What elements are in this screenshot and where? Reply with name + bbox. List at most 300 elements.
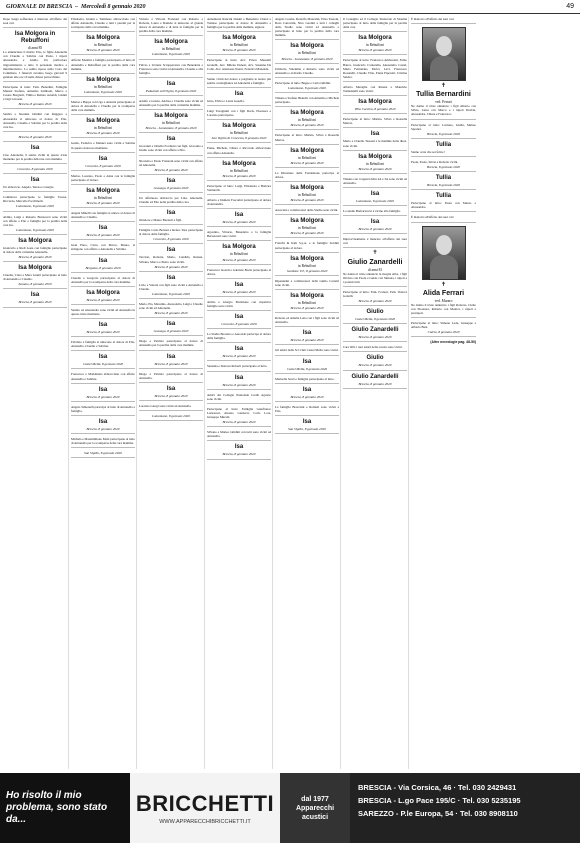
- notice-place-date: Brescia, 8 gennaio 2020: [358, 363, 392, 368]
- notice-place-date: Castel Mella, 8 gennaio 2020: [354, 317, 396, 322]
- deceased-name: Isa Molgora: [86, 289, 120, 296]
- deceased-subtitle: in Rebuffoni: [297, 192, 317, 197]
- ad-since-year: dal 1977: [301, 795, 329, 803]
- obituary-notice: [275, 96, 339, 107]
- obituary-notice: [3, 292, 67, 307]
- notice-text: Ne danno il triste annuncio la moglie Alba, i figli Ottavio con Paola e Guido con Simona, i nipoti e i parenti tutti.: [343, 271, 407, 284]
- notice-text: Ne danno il triste annuncio i figli Alberto con Silvia, Luisa con Marco e i nipoti Davide, Alessandra, Chiara e Francesco.: [411, 104, 476, 117]
- notice-place-date: Brescia, 8 gennaio 2020: [358, 166, 392, 171]
- obituary-notice: [343, 209, 407, 216]
- obituary-notice: [207, 375, 271, 390]
- deceased-name: Isa Molgora: [290, 293, 324, 299]
- notice-place-date: Lumezzane, 8 gennaio 2020: [152, 52, 190, 57]
- notice-text: Agostino, Vittorio, Benedetto e la famiglia Bertazzoni sono vicini.: [207, 230, 271, 239]
- obituary-notice: [275, 241, 339, 252]
- notice-place-date: Brescia, 8 gennaio 2020: [154, 264, 188, 269]
- obituary-notice: [207, 58, 271, 73]
- obituary-notice: [71, 188, 135, 208]
- deceased-name: Isa: [166, 353, 176, 360]
- deceased-name: Isa Molgora: [222, 160, 256, 167]
- notice-text: Siamo certe che sei felice!: [411, 149, 445, 154]
- notice-text: Improvvisamente è mancato all'affetto dei suoi cari: [343, 237, 407, 246]
- notice-place-date: Lumezzane, 8 gennaio 2020: [16, 204, 54, 209]
- obituary-notice: [275, 208, 339, 215]
- obituary-notice: [275, 419, 339, 434]
- notice-place-date: Brescia, 8 gennaio 2020: [86, 131, 120, 136]
- portrait-body: [430, 255, 458, 279]
- notice-place-date: Brescia, 8 gennaio 2020: [18, 134, 52, 139]
- deceased-name: Isa: [166, 274, 176, 281]
- deceased-name: Isa Molgora: [358, 153, 392, 160]
- deceased-subtitle: in Rebuffoni: [161, 47, 181, 52]
- deceased-name-large: Tullia Bernardini: [416, 91, 471, 99]
- notice-place-date: Brescia - Lumezzane, 8 gennaio 2020: [281, 56, 333, 61]
- advertisement-banner: [0, 773, 580, 843]
- obituary-notice: [139, 354, 203, 369]
- obituary-notice: [207, 364, 271, 371]
- notice-place-date: Brescia, 8 gennaio 2020: [290, 306, 324, 311]
- deceased-name: Isa: [234, 444, 244, 451]
- deceased-subtitle: ved. Muraro: [434, 298, 453, 303]
- notice-place-date: Brescia, 8 gennaio 2020: [86, 330, 120, 335]
- obituary-columns: [3, 17, 577, 769]
- deceased-subtitle: in Rebuffoni: [365, 161, 385, 166]
- notice-text: Tarcisio, Roberta, Mario, Candida, Renata, Silvana, Marco e Pietro sono vicini.: [139, 255, 203, 264]
- notice-text: Lo Studio Boaretto e Associati partecipa al dolore della famiglia.: [207, 332, 271, 341]
- obituary-notice: [411, 160, 476, 172]
- notice-place-date: Brescia, 8 gennaio 2020: [358, 299, 392, 304]
- notice-text: Partecipano al lutto: Fam. Benedini, Famiglie Manesi Stefano, Annalisa Zamboni, Marco e Cesare Borgnoli, Vilma e Renato Arnaldi, Gianni e Gigi Gavazzi.: [3, 84, 67, 102]
- obituary-column: [411, 17, 477, 769]
- deceased-name: Giulio: [366, 309, 384, 316]
- obituary-notice: [343, 177, 407, 188]
- obituary-notice: [71, 225, 135, 240]
- notice-text: Lorenzo Giorgi sono vicini ad Antonella.: [139, 403, 192, 408]
- deceased-name: Isa Molgora: [154, 113, 188, 120]
- notice-place-date: Concesio, 8 gennaio 2020: [85, 163, 121, 168]
- notice-text: Paola, Paolo, Silvia e Roberto vicini.: [411, 159, 459, 164]
- obituary-notice: [207, 77, 271, 88]
- obituary-notice: [3, 177, 67, 192]
- obituary-notice: [343, 327, 407, 342]
- portrait-head: [436, 36, 452, 56]
- notice-text: Dipendenti e collaboratori della Giulio Carretti sono vicini.: [275, 278, 339, 287]
- obituary-notice: [207, 230, 271, 241]
- notice-text: Amici del Collegio Nazionale Credit Agrario sono vicini.: [207, 392, 271, 401]
- obituary-notice: [275, 133, 339, 144]
- deceased-subtitle: di anni 85: [27, 46, 43, 51]
- obituary-notice: [411, 321, 476, 337]
- cross-icon: ✝: [440, 82, 447, 90]
- deceased-name: Isa: [98, 322, 108, 329]
- obituary-notice: [71, 17, 135, 32]
- obituary-notice: [275, 218, 339, 238]
- notice-text: Annamaria Rancini Dusini e Benedetto Chiosi e Tomaso partecipano al dolore di Antonella e famiglia per la perdita della mamma, signora: [207, 17, 271, 30]
- deceased-name: Giulio Zanardelli: [351, 373, 399, 380]
- obituary-column: [71, 17, 137, 769]
- obituary-notice: [275, 256, 339, 276]
- notice-text: Claudia, Clara e Mara Gnutti partecipano al lutto di Antonella e Claudio.: [3, 273, 67, 282]
- obituary-notice: [343, 374, 407, 389]
- notice-place-date: Brescia, 8 gennaio 2020: [18, 300, 52, 305]
- obituary-notice: [71, 405, 135, 416]
- notice-place-date: Zanano, 8 gennaio 2020: [18, 282, 52, 287]
- notice-place-date: Lumezzane, 8 gennaio 2020: [152, 414, 190, 419]
- obituary-notice: [71, 387, 135, 402]
- notice-place-date: Brescia, 8 gennaio 2020: [222, 220, 256, 225]
- notice-place-date: Lumezzane, 8 gennaio 2020: [84, 89, 122, 94]
- obituary-notice: [343, 237, 407, 248]
- obituary-notice: [343, 58, 407, 81]
- notice-text: È mancato all'affetto dei suoi cari: [411, 17, 454, 21]
- obituary-notice: [343, 251, 407, 286]
- deceased-subtitle: in Rebuffoni: [297, 118, 317, 123]
- deceased-subtitle: in Rebuffoni: [229, 43, 249, 48]
- notice-text: Franchi & Kim S.p.A. e le famiglie Zoldini partecipano al dolore.: [275, 241, 339, 250]
- obituary-notice: [3, 215, 67, 235]
- obituary-column: [343, 17, 409, 769]
- obituary-notice: [275, 359, 339, 374]
- obituary-notice: [71, 340, 135, 351]
- obituary-notice: [275, 67, 339, 78]
- notice-place-date: Bergamo, 8 gennaio 2020: [85, 265, 121, 270]
- obituary-notice: [3, 238, 67, 262]
- ad-since-line2: Apparecchi: [295, 804, 335, 812]
- notice-text: Silvano e Matteo Ghidini con tutti sono vicini ad Antonella.: [207, 430, 271, 439]
- newspaper-name: GIORNALE DI BRESCIA – Mercoledì 8 gennaio 2020: [6, 3, 146, 10]
- obituary-notice: [275, 387, 339, 402]
- notice-text: Angelo Cosma, Rodolfo Mazzanti, Elisa Tassoni, Rosa Cancarini, Nico Gaolini e tutti i colleghi dello Studio sono vicini ad Antonella e partecipano al lutto per la perdita della cara mamma.: [275, 17, 339, 38]
- deceased-name: Isa: [98, 155, 108, 162]
- notice-text: Dopo lunga sofferenza è mancato all'affetto dei suoi cari: [3, 17, 67, 26]
- notice-place-date: Brescia, 8 gennaio 2020: [86, 426, 120, 431]
- notice-text: Partecipano al lutto: Famiglia Gianfranco Lazzaroni, Alessio Ganzerri, Carlo Lora, Giuseppe Muratti.: [207, 406, 271, 420]
- notice-text: Giancarlo e Rudi Gaza con famiglie partecipano al dolore della carissima Antonella.: [3, 245, 67, 254]
- obituary-notice: [207, 300, 271, 311]
- deceased-name: Isa: [30, 177, 40, 184]
- notice-text: Il Consiglio ed il Collegio Sindacale di Sistema partecipano al lutto della famiglia per la perdita della cara: [343, 17, 407, 30]
- obituary-notice: [207, 268, 271, 279]
- obituary-notice: [207, 314, 271, 329]
- deceased-name: Tullia: [435, 193, 452, 200]
- obituary-notice: [71, 174, 135, 185]
- notice-place-date: Brescia, 8 gennaio 2020: [18, 102, 52, 107]
- deceased-name: Isa: [302, 386, 312, 393]
- obituary-notice: [275, 316, 339, 327]
- notice-place-date: Brescia, 8 gennaio 2020: [290, 394, 324, 399]
- notice-text: Claudia e Gregorio partecipano al dolore di Antonella per la scomparsa della cara mamma.: [71, 275, 135, 284]
- deceased-name: Isa: [98, 257, 108, 264]
- notice-place-date: Palazzolo sull'Oglio, 8 gennaio 2020: [145, 88, 197, 93]
- obituary-notice: [411, 123, 476, 139]
- deceased-name: Isa Molgora: [222, 123, 256, 130]
- notice-text: Alfredo Mostini e famiglia partecipano al lutto di Antonella e Rebuffoni per la perdita della cara mamma.: [71, 58, 135, 71]
- obituary-notice: [139, 414, 203, 421]
- notice-place-date: Brescia, 8 gennaio 2020: [222, 173, 256, 178]
- deceased-name: Isa: [234, 346, 244, 353]
- notice-place-date: Brescia, 8 gennaio 2020: [222, 452, 256, 457]
- obituary-notice: [275, 405, 339, 416]
- notice-place-date: Concesio, 8 gennaio 2020: [17, 167, 53, 172]
- notice-place-date: Brescia, 8 gennaio 2020: [358, 381, 392, 386]
- obituary-notice: [139, 372, 203, 383]
- deceased-subtitle: in Rebuffoni: [229, 168, 249, 173]
- obituary-notice: [71, 77, 135, 97]
- deceased-name: Giulio Zanardelli: [351, 327, 399, 334]
- notice-text: Livio e Valeria con figli sono vicini a Antonella e Claudio.: [139, 282, 203, 291]
- deceased-name: Isa: [370, 131, 380, 138]
- obituary-notice: [71, 243, 135, 254]
- deceased-name: Isa Molgora: [290, 184, 324, 191]
- notice-text: Ornelore e Mauro Baratoli e figli.: [139, 218, 183, 223]
- deceased-subtitle: in Rebuffoni: [297, 301, 317, 305]
- obituary-notice: [3, 31, 67, 82]
- continued-footnote: (Altre necrologie pag. 48-50): [430, 340, 476, 345]
- notice-place-date: San Vigilio, 8 gennaio 2020: [288, 427, 326, 432]
- notice-text: Marisella Sorzi e famiglia partecipano al lutto.: [275, 376, 335, 381]
- notice-text: Aldina, Luigi e Roberto Bonacorsi sono vicini con affetto a Elio e famiglia per la perdita della cara Isa.: [3, 214, 67, 227]
- notice-text: Francesco e Maddalena abbracciano con affetto Antonella e Sabrina.: [71, 372, 135, 381]
- notice-place-date: Concesio, 8 gennaio 2020: [221, 322, 257, 327]
- obituary-notice: [139, 39, 203, 59]
- notice-place-date: Gardone V.T., 8 gennaio 2020: [286, 268, 328, 273]
- deceased-name: Isa Molgora: [222, 244, 256, 251]
- obituary-notice: [343, 117, 407, 128]
- notice-text: Adolfo e Grazia, Andrea e Claudia sono vicini ad Antonella per la perdita della carissima mamma.: [139, 98, 203, 108]
- obituary-notice: [139, 17, 203, 36]
- obituary-notice: [275, 81, 339, 93]
- notice-place-date: Lumezzane, 8 gennaio 2020: [288, 85, 326, 90]
- obituary-notice: [207, 146, 271, 157]
- obituary-notice: [207, 282, 271, 297]
- ad-website: WWW.APPARECCHIBRICCHETTI.IT: [159, 819, 251, 825]
- notice-place-date: Brescia, 8 gennaio 2020: [222, 420, 256, 425]
- notice-text: Gino, Elvira e Laura Gusella.: [207, 98, 245, 103]
- deceased-name: Isa: [166, 136, 176, 143]
- notice-text: Tiziana con i ragazzi della 2A e 3A sono vicini ad Antonella.: [343, 176, 407, 185]
- notice-place-date: Brescia, 8 gennaio 2020: [222, 382, 256, 387]
- obituary-notice: [139, 178, 203, 193]
- deceased-name: Isa Molgora: [290, 43, 324, 50]
- obituary-notice: [71, 211, 135, 222]
- notice-place-date: Gussago, 8 gennaio 2020: [153, 185, 189, 190]
- ad-since-block: [280, 773, 350, 843]
- obituary-notice: [275, 17, 339, 40]
- obituary-notice: [139, 404, 203, 411]
- notice-text: Alberto e Daniela Foscarini partecipano al dolore di Antonella.: [207, 197, 271, 207]
- obituary-notice: [275, 348, 339, 355]
- deceased-name: Isa Molgora: [222, 35, 256, 42]
- deceased-subtitle: in Rebuffoni: [229, 252, 249, 257]
- notice-text: Michela e Massimiliano Molè partecipano al lutto di Antonella per la scomparsa della cara mamma.: [71, 437, 135, 446]
- obituary-notice: [139, 63, 203, 78]
- deceased-name: Isa Molgora: [86, 35, 120, 42]
- obituary-notice: [207, 332, 271, 343]
- obituary-notice: [275, 43, 339, 63]
- deceased-subtitle: in Rebuffoni: [93, 195, 113, 200]
- obituary-notice: [343, 85, 407, 96]
- notice-place-date: Brescia, 8 gennaio 2020: [426, 131, 461, 136]
- notice-text: Marisa, Lorenzo, Paolo e Anna con le famiglie partecipano al dolore.: [71, 173, 135, 182]
- deceased-name: Isa Molgora: [290, 110, 324, 117]
- page-header: [0, 0, 580, 14]
- ad-brand-block: [130, 773, 280, 843]
- notice-text: Associati e collaboratori dello Studio sono vicini.: [275, 208, 339, 213]
- notice-text: Tiziana e Stefano Bianchi con Annalisa e Michele partecipano.: [275, 96, 339, 105]
- obituary-notice: [275, 377, 339, 384]
- deceased-name-large: Giulio Zanardelli: [347, 258, 403, 266]
- obituary-notice: [3, 17, 67, 28]
- deceased-name: Isa: [166, 385, 176, 392]
- notice-text: Partecipano al lutto: Simone Leda, Giuseppe e Alberto Basi.: [411, 320, 476, 330]
- obituary-notice: [139, 136, 203, 155]
- obituary-notice: [207, 444, 271, 459]
- deceased-name: Isa: [302, 358, 312, 365]
- notice-text: Marisa e Beppe con Ugo e Antonia partecipano al dolore di Antonella e Claudio per la scomparsa della cara mamma.: [71, 99, 135, 113]
- notice-text: Francesco Isoardi e Gabriele Bozzi partecipano al dolore.: [207, 267, 271, 276]
- notice-place-date: Brescia, 8 gennaio 2020: [154, 393, 188, 398]
- ad-address: BRESCIA - Via Corsica, 46 · Tel. 030 2429431: [358, 783, 517, 792]
- notice-text: Lo studio Barbariscevi è vicino alla famiglia.: [343, 209, 401, 214]
- deceased-name: Isa Molgora in Rebuffoni: [14, 31, 56, 45]
- obituary-notice: [139, 99, 203, 110]
- obituary-notice: [139, 113, 203, 133]
- obituary-notice: [343, 355, 407, 370]
- notice-place-date: Brescia, 8 gennaio 2020: [154, 311, 188, 316]
- notice-text: È mancata all'affetto dei suoi cari: [411, 215, 454, 220]
- notice-place-date: Brescia, 8 gennaio 2020: [426, 183, 461, 188]
- ad-address: SAREZZO - P.le Europa, 54 · Tel. 030 8908110: [358, 809, 518, 818]
- obituary-notice: [343, 309, 407, 324]
- notice-text: Siamo vicini nel dolore e porgiamo le nostre più sentite condoglianze ad Antonella e famiglia.: [207, 76, 271, 85]
- obituary-notice: [207, 161, 271, 181]
- obituary-notice: [71, 156, 135, 171]
- obituary-notice: [139, 386, 203, 401]
- notice-text: Attilio e Giorgio Mattelone con rispettive famiglie sono vicini.: [207, 299, 271, 308]
- obituary-notice: [139, 247, 203, 271]
- deceased-name: Isa: [166, 80, 176, 87]
- notice-text: Partecipano al lutto: Luciano, Giulia, Matteo Spranzi.: [411, 122, 476, 131]
- notice-place-date: San Vigilio di Concesio, 8 gennaio 2020: [211, 136, 267, 141]
- notice-text: Fulvio e Liviana Scrappavarza con Benedetta e Francesca sono vicini ad Antonella, Claudio e alla famiglia.: [139, 62, 203, 75]
- notice-text: Commossi partecipano le famiglie Teresa, Riccardo, Marcello Facchinetti.: [3, 195, 67, 204]
- obituary-notice: [275, 148, 339, 168]
- notice-text: Gli amici della Sci Club Castel Mella sono vicini.: [275, 348, 339, 353]
- obituary-notice: [139, 228, 203, 244]
- notice-text: Diego e Patrizia partecipano al dolore di Antonella.: [139, 371, 203, 380]
- notice-place-date: Calcio, 8 gennaio 2020: [427, 330, 460, 335]
- obituary-notice: [275, 330, 339, 345]
- obituary-notice: [207, 244, 271, 264]
- obituary-notice: [275, 279, 339, 290]
- notice-place-date: Brescia, 8 gennaio 2020: [86, 297, 120, 302]
- deceased-name: Isa: [370, 219, 380, 226]
- obituary-notice: [411, 215, 476, 222]
- deceased-subtitle: in Rebuffoni: [297, 51, 317, 56]
- obituary-notice: [71, 58, 135, 73]
- notice-text: Sandra e Susanna Ghidini con Ruggero e Alessandra si uniscono al dolore di Elio, Antonella, Claudia e Sabrina per la perdita della cara Isa.: [3, 112, 67, 129]
- obituary-notice: [71, 354, 135, 369]
- ad-address: BRESCIA - L.go Pace 195/C · Tel. 030 5235195: [358, 796, 521, 805]
- obituary-notice: [3, 167, 67, 174]
- deceased-subtitle: in Rebuffoni: [297, 263, 317, 268]
- notice-place-date: Concesio, 8 gennaio 2020: [153, 237, 189, 242]
- notice-place-date: Lumezzane, 8 gennaio 2020: [152, 291, 190, 296]
- deceased-subtitle: ved. Ferrari: [435, 100, 452, 105]
- notice-place-date: Brescia, 8 gennaio 2020: [154, 361, 188, 366]
- notice-text: Fabrizio e famiglia si uniscono al dolore di Elio, Antonella, Claudio e Sabrina.: [71, 340, 135, 349]
- deceased-name: Giulio: [366, 355, 384, 362]
- obituary-notice: [3, 145, 67, 164]
- deceased-subtitle: in Rebuffoni: [297, 155, 317, 160]
- notice-place-date: Brescia, 8 gennaio 2020: [86, 200, 120, 205]
- notice-place-date: Brescia, 8 gennaio 2020: [290, 338, 324, 343]
- deceased-name: Isa: [166, 177, 176, 184]
- notice-text: Vittorio e Vittoria Franzoni con Roberto e Roberta, Laura e Daniele si uniscono al grande dolore di Antonella e di tutta la famiglia per la perdita della cara mamma.: [139, 17, 203, 34]
- notice-text: Partecipano al lutto: Paola con Mauro e Alessandro.: [411, 201, 476, 210]
- obituary-notice: [275, 110, 339, 130]
- notice-place-date: Brescia, 8 gennaio 2020: [86, 233, 120, 238]
- notice-text: Mario e Claudio Tassoni e le mamme della direz. sono vicini.: [343, 139, 407, 148]
- notice-text: Alberta Maraglia con Renata e Maurizio Tomasinelli sono vicini.: [343, 84, 407, 94]
- notice-place-date: Brescia, 8 gennaio 2020: [358, 48, 392, 53]
- deceased-name: Tullia: [435, 175, 452, 182]
- deceased-name: Tullia: [435, 141, 452, 148]
- notice-place-date: Brescia, 8 gennaio 2020: [358, 227, 392, 232]
- obituary-notice: [207, 430, 271, 441]
- notice-place-date: Brescia, 8 gennaio 2020: [290, 160, 324, 165]
- obituary-notice: [3, 85, 67, 109]
- obituary-notice: [411, 226, 476, 318]
- notice-text: Mario, Pia, Massimo, Alessandra, Luigi e Claudio sono vicini ad Antonella.: [139, 302, 203, 311]
- notice-text: Angela Minelli con famiglia si unisce al dolore di Antonella e Claudio.: [71, 211, 135, 220]
- obituary-notice: [207, 35, 271, 55]
- notice-place-date: Brescia, 8 gennaio 2020: [222, 289, 256, 294]
- notice-text: Guido, Federica e Manuel sono vicini a Sabrina in questo doloroso momento.: [71, 141, 135, 150]
- notice-place-date: Brescia, 8 gennaio 2020: [86, 394, 120, 399]
- notice-text: Partecipano al lutto: Fam. Fornari, Fam. Vedova Gattelli.: [343, 289, 407, 298]
- notice-place-date: Brescia, 8 gennaio 2020: [222, 354, 256, 359]
- obituary-notice: [71, 437, 135, 448]
- ad-brand-logo: BRICCHETTI: [135, 791, 275, 816]
- newspaper-title: GIORNALE DI BRESCIA: [6, 3, 73, 10]
- obituary-notice: [139, 196, 203, 207]
- obituary-notice: [411, 175, 476, 190]
- deceased-subtitle: in Rebuffoni: [93, 126, 113, 131]
- obituary-notice: [343, 131, 407, 150]
- notice-place-date: Brescia, 8 gennaio 2020: [222, 257, 256, 262]
- deceased-subtitle: in Rebuffoni: [297, 226, 317, 231]
- notice-text: Lo annunciano il marito Elio, le figlie Antonella con Claudio e Sabrina con Paolo, i nipoti Alessandro e Giulia. Un particolare ringraziamento a tutto il personale medico e infermieristico. La salma riposa nella Casa del Commiato. I funerali avranno luogo giovedì 9 gennaio alle ore 10 nella chiesa parrocchiale.: [3, 50, 67, 79]
- obituary-notice: [71, 419, 135, 434]
- notice-text: Ne danno il triste annuncio i figli Roberto, Clelio con Eleonora, Roberto con Monica, i nipoti e pronipoti.: [411, 302, 476, 315]
- notice-text: La Direzione della Fondazione partecipa al dolore.: [275, 170, 339, 179]
- notice-text: Partecipano al lutto: Avv. Prisco Maurelli Granelli, Avv. Milena Danesi, Avv. Susanna De Colle, Avv. Anastasio Nastri, Federica Maxenda.: [207, 58, 271, 71]
- deceased-name: Isa Molgora: [86, 76, 120, 83]
- obituary-notice: [411, 27, 476, 119]
- obituary-column: [3, 17, 69, 769]
- obituary-notice: [207, 407, 271, 427]
- notice-place-date: Castel Mella, 8 gennaio 2020: [286, 366, 328, 371]
- obituary-notice: [71, 258, 135, 273]
- obituary-notice: [3, 112, 67, 131]
- obituary-notice: [71, 372, 135, 383]
- deceased-name: Isa: [370, 190, 380, 197]
- obituary-notice: [71, 451, 135, 458]
- notice-text: Partecipano al lutto: Marina, Silvia e Rossella Marras.: [343, 117, 407, 126]
- obituary-notice: [71, 290, 135, 305]
- obituary-notice: [71, 35, 135, 55]
